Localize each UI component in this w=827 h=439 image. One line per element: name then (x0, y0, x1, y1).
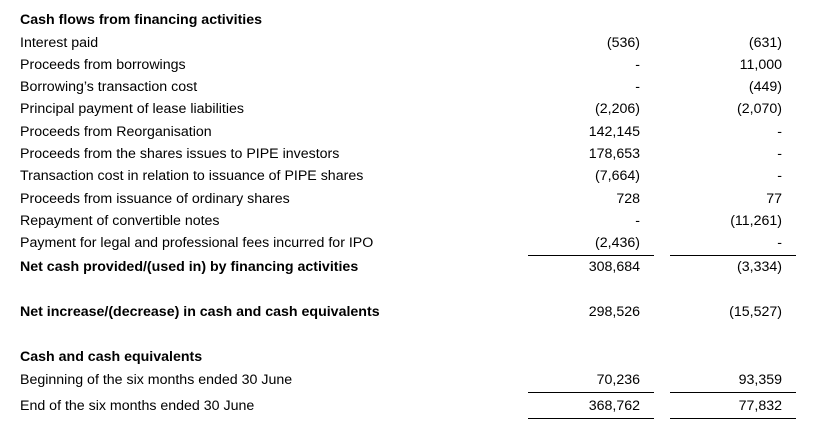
value-col-2: 77 (766, 191, 782, 207)
value-col-1: (536) (606, 35, 640, 51)
row-label: Principal payment of lease liabilities (20, 101, 244, 117)
row-label: Repayment of convertible notes (20, 213, 220, 229)
row-borrowing-cost (0, 76, 827, 98)
row-ipo-fees (0, 232, 827, 254)
row-end (0, 395, 827, 417)
row-net-increase (0, 301, 827, 323)
row-pipe-cost (0, 165, 827, 187)
total-rule-col-1 (528, 418, 654, 419)
value-col-1: 178,653 (588, 146, 640, 162)
row-proceeds-borrowings (0, 54, 827, 76)
row-label: Net increase/(decrease) in cash and cash equivalents (20, 304, 380, 320)
financing-section-heading-row (0, 9, 827, 31)
value-col-2: 93,359 (738, 372, 782, 388)
value-col-2: (449) (748, 79, 782, 95)
balance-rule-col-2 (670, 392, 796, 393)
value-col-1: 298,526 (588, 304, 640, 320)
row-label: Transaction cost in relation to issuance of PIPE shares (20, 168, 364, 184)
financing-section-heading: Cash flows from financing activities (20, 12, 263, 28)
value-col-1: - (635, 213, 640, 229)
value-col-1: (2,206) (595, 101, 640, 117)
value-col-2: (15,527) (729, 304, 782, 320)
value-col-2: (11,261) (730, 213, 782, 229)
balance-rule-col-1 (528, 392, 654, 393)
value-col-2: 77,832 (738, 398, 782, 414)
value-col-2: - (777, 124, 782, 140)
value-col-2: (2,070) (737, 101, 782, 117)
value-col-1: 728 (616, 191, 640, 207)
cash-section-heading: Cash and cash equivalents (20, 349, 203, 365)
row-label: Net cash provided/(used in) by financing activities (20, 259, 359, 275)
value-col-1: 308,684 (588, 259, 640, 275)
row-label: Proceeds from the shares issues to PIPE investors (20, 146, 340, 162)
value-col-2: (631) (748, 35, 782, 51)
value-col-1: - (635, 79, 640, 95)
row-label: Proceeds from borrowings (20, 57, 186, 73)
row-label: Borrowing’s transaction cost (20, 79, 198, 95)
row-pipe-shares (0, 143, 827, 165)
value-col-1: 368,762 (588, 398, 640, 414)
value-col-2: - (777, 146, 782, 162)
value-col-2: - (777, 168, 782, 184)
row-label: Interest paid (20, 35, 99, 51)
row-label: Payment for legal and professional fees incurred for IPO (20, 235, 374, 251)
row-convertible-notes (0, 210, 827, 232)
row-net-financing (0, 256, 827, 278)
row-label: Beginning of the six months ended 30 June (20, 372, 293, 388)
row-ordinary-shares (0, 188, 827, 210)
row-lease-principal (0, 98, 827, 120)
value-col-1: 142,145 (588, 124, 640, 140)
value-col-1: 70,236 (596, 372, 640, 388)
row-beginning (0, 369, 827, 391)
value-col-2: - (777, 235, 782, 251)
value-col-1: (7,664) (595, 168, 640, 184)
row-interest-paid (0, 32, 827, 54)
value-col-2: 11,000 (739, 57, 782, 73)
row-label: End of the six months ended 30 June (20, 398, 255, 414)
value-col-1: (2,436) (595, 235, 640, 251)
row-reorganisation (0, 121, 827, 143)
total-rule-col-2 (670, 418, 796, 419)
row-label: Proceeds from issuance of ordinary shares (20, 191, 290, 207)
value-col-2: (3,334) (737, 259, 782, 275)
row-label: Proceeds from Reorganisation (20, 124, 212, 140)
value-col-1: - (635, 57, 640, 73)
cash-section-heading-row (0, 346, 827, 368)
